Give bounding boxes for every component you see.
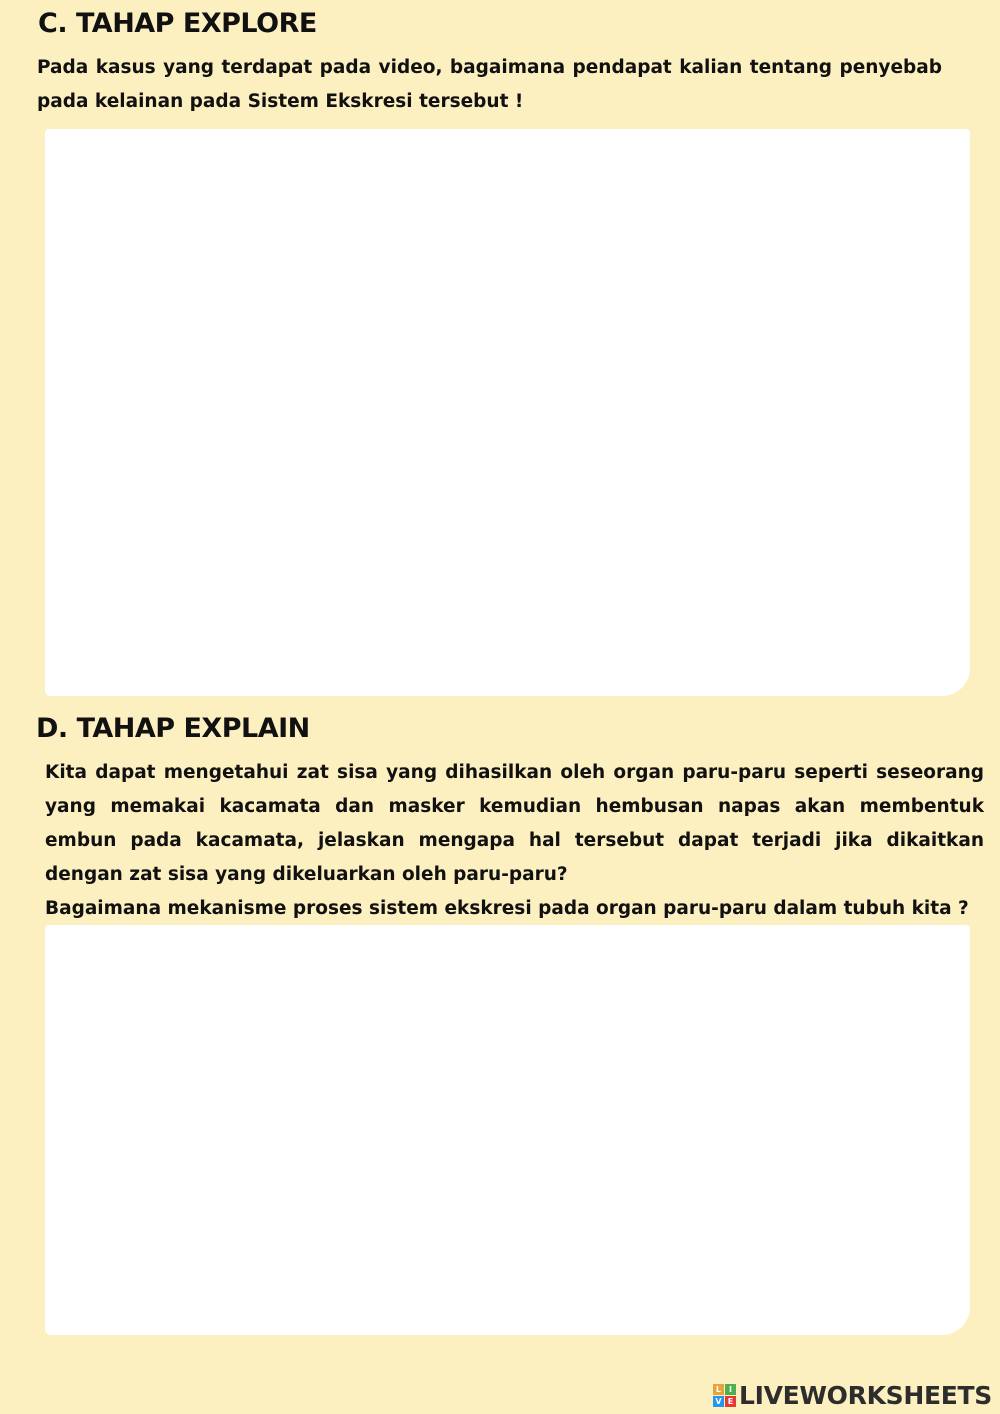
logo-letter: V <box>713 1396 724 1407</box>
logo-letter: L <box>713 1384 724 1395</box>
liveworksheets-logo-icon <box>713 1384 736 1407</box>
explain-question-2: Bagaimana mekanisme proses sistem ekskresi pada organ paru-paru dalam tubuh kita ? <box>45 898 969 919</box>
brand-name: LIVEWORKSHEETS <box>738 1381 992 1410</box>
liveworksheets-brand <box>713 1381 992 1410</box>
section-title-explore: C. TAHAP EXPLORE <box>38 8 317 39</box>
explain-answer-box[interactable] <box>45 925 970 1335</box>
logo-letter: I <box>725 1384 736 1395</box>
explain-question-1: Kita dapat mengetahui zat sisa yang dihasilkan oleh organ paru-paru seperti seseorang yang memakai kacamata dan masker kemudian hembusan napas akan membentuk embun pada kacamata, jelaskan mengapa hal tersebut dapat terjadi jika dikaitkan dengan zat sisa yang dikeluarkan oleh paru-paru? <box>45 762 984 885</box>
logo-letter: E <box>725 1396 736 1407</box>
explore-question: Pada kasus yang terdapat pada video, bagaimana pendapat kalian tentang penyebab pada kelainan pada Sistem Ekskresi tersebut ! <box>37 57 942 112</box>
section-title-explain: D. TAHAP EXPLAIN <box>36 713 310 744</box>
explore-answer-box[interactable] <box>45 129 970 696</box>
